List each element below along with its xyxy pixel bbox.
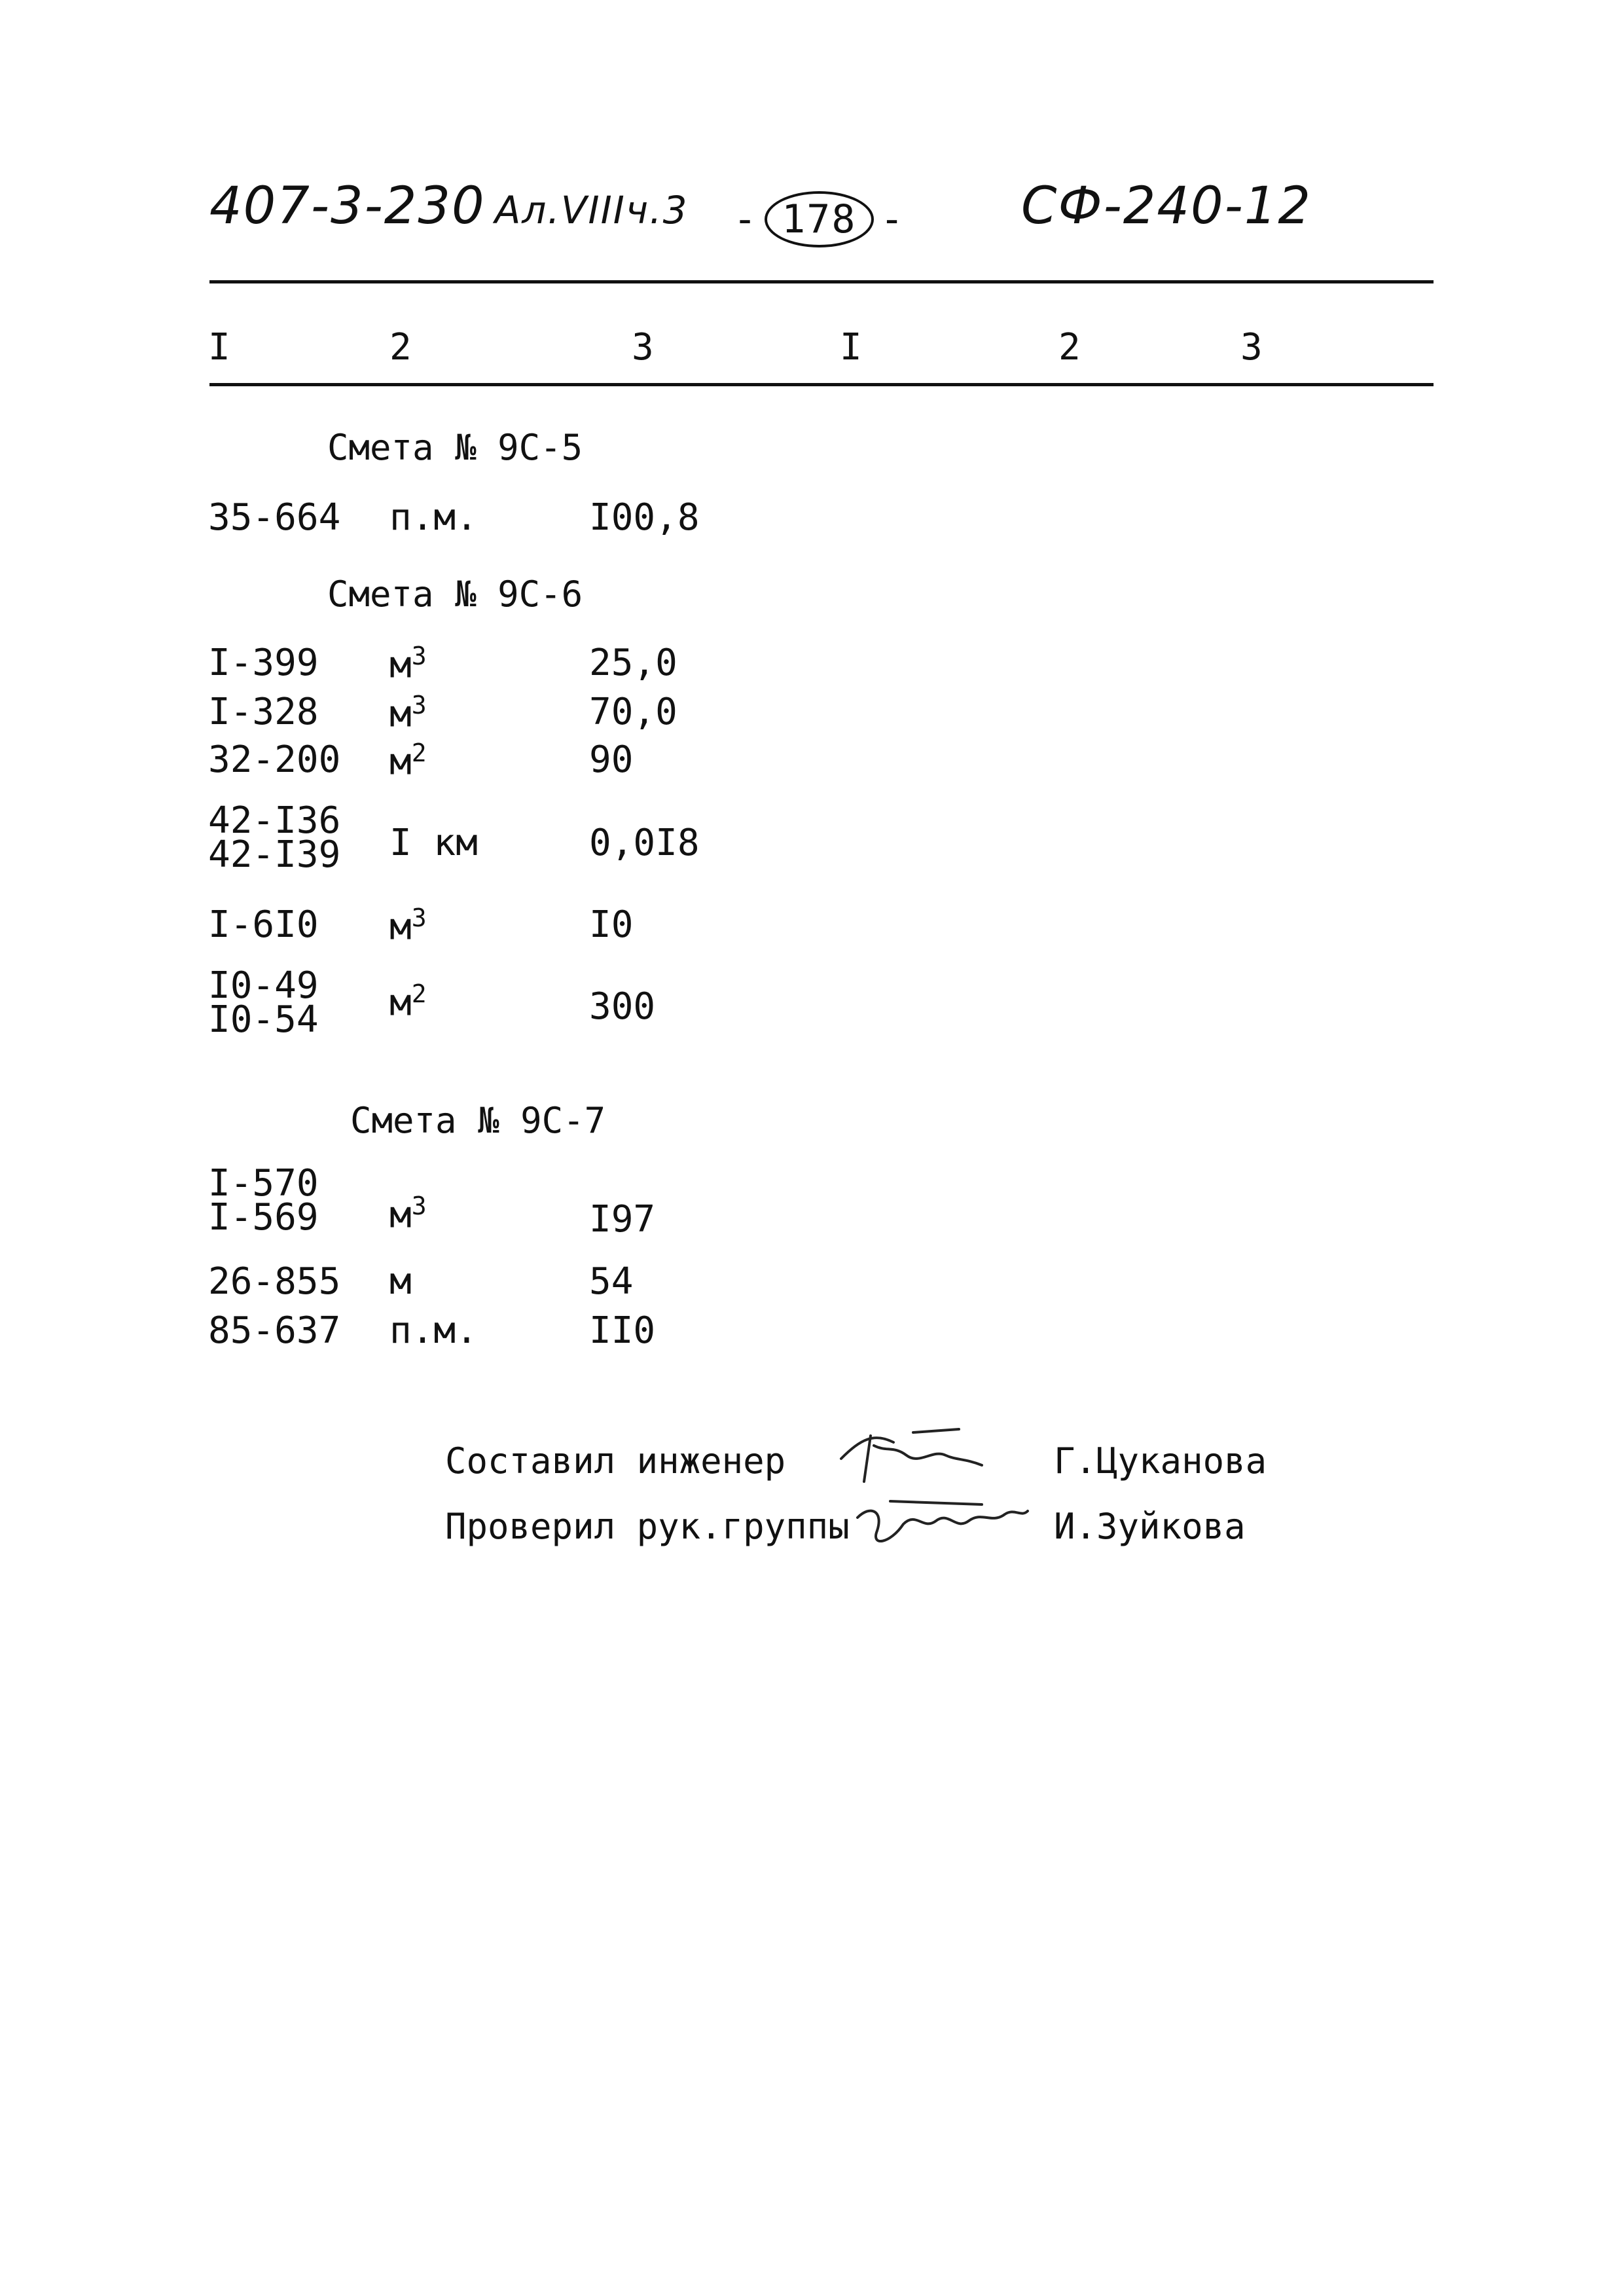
item-unit: п.м.	[389, 496, 478, 539]
column-number-5: 2	[1058, 326, 1081, 369]
checked-by-label: Проверил рук.группы	[445, 1506, 850, 1547]
column-number-1: I	[208, 326, 230, 369]
item-code: I-399	[208, 642, 319, 684]
item-quantity: I00,8	[589, 496, 700, 539]
item-quantity: I0	[589, 903, 634, 946]
compiled-by-label: Составил инженер	[445, 1440, 786, 1482]
item-quantity: 25,0	[589, 642, 677, 684]
compiled-by-name: Г.Цуканова	[1054, 1440, 1267, 1482]
item-code-pair	[208, 799, 341, 876]
document-code-number: 407-3-230	[209, 177, 486, 236]
checked-signature	[851, 1485, 1034, 1557]
item-code: I-328	[208, 691, 319, 733]
item-code: 35-664	[208, 496, 341, 539]
item-code: I-6I0	[208, 903, 319, 946]
item-quantity: 90	[589, 738, 634, 781]
sheet-code: СФ-240-12	[1021, 177, 1312, 236]
page-number-marker: - 178 -	[733, 191, 905, 247]
item-unit: п.м.	[389, 1309, 478, 1352]
item-code: I-570	[208, 1162, 319, 1205]
header-rule-bottom	[209, 383, 1434, 386]
item-code: I0-54	[208, 998, 319, 1041]
item-code: I0-49	[208, 964, 319, 1007]
item-unit: м	[389, 1260, 412, 1303]
item-code-pair	[208, 964, 319, 1041]
album-reference: Ал.VIIIч.3	[494, 188, 689, 232]
header-rule-top	[209, 280, 1434, 283]
item-code: 85-637	[208, 1309, 341, 1352]
column-number-3: 3	[632, 326, 654, 369]
item-code: 26-855	[208, 1260, 341, 1303]
item-quantity: 300	[589, 985, 656, 1028]
estimate-title: Смета № 9С-5	[327, 427, 583, 468]
item-code-pair	[208, 1162, 319, 1239]
estimate-title: Смета № 9С-7	[350, 1100, 606, 1141]
item-code: 42-I36	[208, 799, 341, 842]
column-number-2: 2	[389, 326, 412, 369]
item-unit: $м^3$	[389, 691, 427, 736]
item-quantity: II0	[589, 1309, 656, 1352]
column-number-6: 3	[1240, 326, 1263, 369]
item-quantity: I97	[589, 1198, 656, 1241]
item-unit: $м^3$	[389, 1192, 427, 1237]
item-code: 42-I39	[208, 833, 341, 876]
page-number: 178	[765, 191, 873, 247]
item-code: 32-200	[208, 738, 341, 781]
item-quantity: 70,0	[589, 691, 677, 733]
item-quantity: 54	[589, 1260, 634, 1303]
column-number-4: I	[840, 326, 862, 369]
item-unit: $м^2$	[389, 979, 427, 1025]
checked-by-name: И.Зуйкова	[1054, 1506, 1246, 1547]
compiled-signature	[835, 1419, 992, 1491]
item-code: I-569	[208, 1196, 319, 1239]
item-unit: $м^2$	[389, 738, 427, 784]
document-code	[209, 177, 688, 236]
estimate-title: Смета № 9С-6	[327, 574, 583, 615]
item-unit: $м^3$	[389, 642, 427, 687]
item-quantity: 0,0I8	[589, 822, 700, 864]
item-unit: I км	[389, 822, 478, 864]
item-unit: $м^3$	[389, 903, 427, 949]
